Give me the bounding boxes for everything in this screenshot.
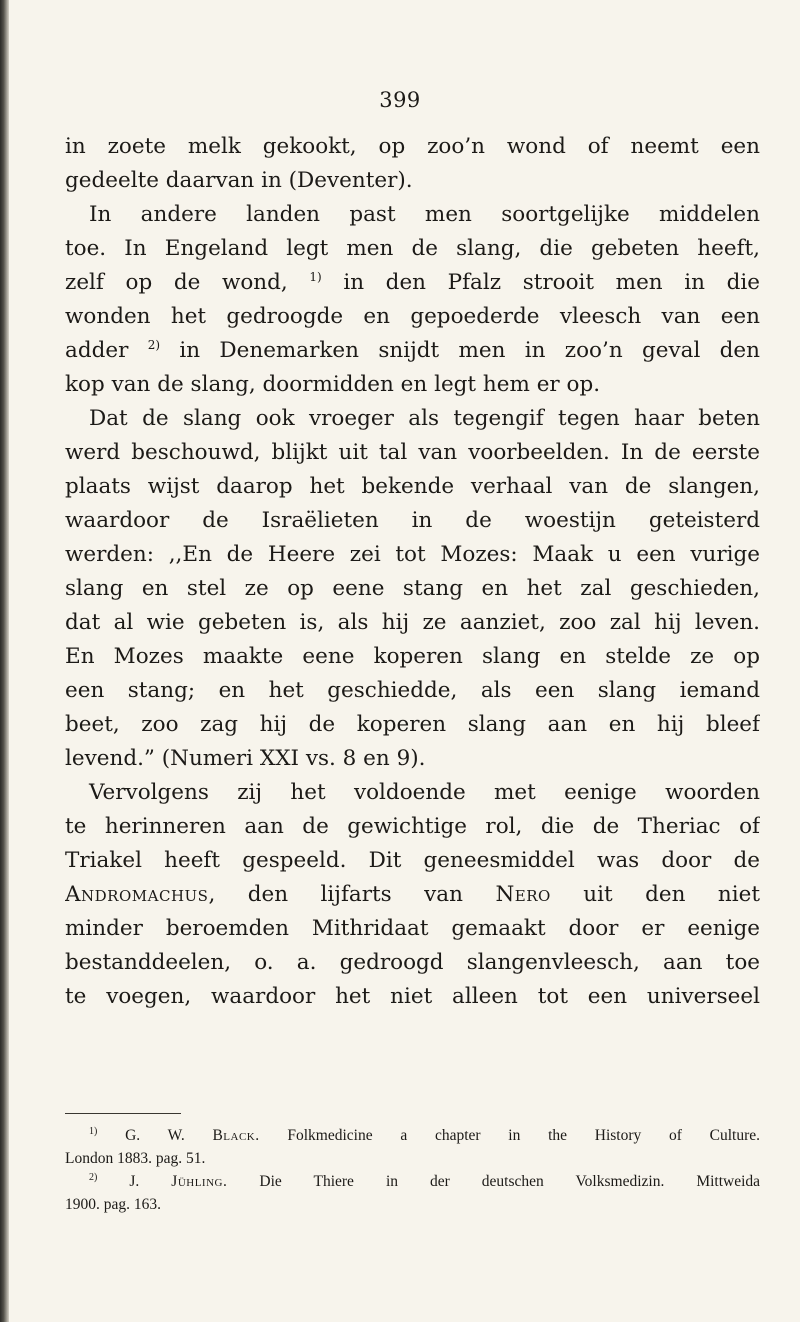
text-line: minder beroemden Mithridaat gemaakt door er eenige bbox=[65, 916, 760, 941]
footnote-author: Black. bbox=[212, 1127, 260, 1144]
page-number: 399 bbox=[379, 88, 421, 112]
text-run: in Denemarken snijdt men in zoo’n geval den bbox=[179, 338, 760, 363]
text-line: Dat de slang ook vroeger als tegengif tegen haar beten bbox=[89, 406, 760, 431]
footnote-ref-number: 2 bbox=[147, 338, 156, 352]
text-run: zelf op de wond, bbox=[65, 270, 288, 295]
text-line: kop van de slang, doormidden en legt hem er op. bbox=[65, 372, 601, 397]
text-line: te herinneren aan de gewichtige rol, die de Theriac of bbox=[65, 814, 760, 839]
text-line: toe. In Engeland legt men de slang, die gebeten heeft, bbox=[65, 236, 760, 261]
page-spine-edge bbox=[0, 0, 9, 1322]
body-text bbox=[65, 130, 760, 1014]
text-line: wonden het gedroogde en gepoederde vleesch van een bbox=[65, 304, 760, 329]
footnote-text: Die Thiere in der deutschen Volksmedizin. Mittweida bbox=[259, 1173, 760, 1190]
footnote-author: Jühling. bbox=[171, 1173, 228, 1190]
footnote-marker: 2) bbox=[89, 1172, 98, 1183]
text-line bbox=[65, 878, 760, 912]
text-run: in den Pfalz strooit men in die bbox=[343, 270, 760, 295]
person-name: Andromachus bbox=[65, 882, 209, 907]
text-line bbox=[65, 334, 760, 368]
text-line: waardoor de Israëlieten in de woestijn geteisterd bbox=[65, 508, 760, 533]
footnote-author-initials: J. bbox=[129, 1173, 140, 1190]
footnote-ref-number: 1 bbox=[309, 270, 318, 284]
text-line bbox=[65, 266, 760, 300]
footnotes bbox=[65, 1124, 760, 1216]
text-line: slang en stel ze op eene stang en het zal geschieden, bbox=[65, 576, 760, 601]
text-line: Triakel heeft gespeeld. Dit geneesmiddel was door de bbox=[65, 848, 760, 873]
footnote-continuation: 1900. pag. 163. bbox=[65, 1196, 162, 1213]
footnote-separator bbox=[65, 1113, 181, 1114]
footnote bbox=[65, 1124, 760, 1147]
text-line: werden: ,,En de Heere zei tot Mozes: Maak u een vurige bbox=[65, 542, 760, 567]
footnote-marker-number: 2 bbox=[89, 1172, 94, 1183]
text-run: uit den niet bbox=[583, 882, 760, 907]
text-line: En Mozes maakte eene koperen slang en stelde ze op bbox=[65, 644, 760, 669]
footnote-marker: 1) bbox=[89, 1126, 98, 1137]
text-line: een stang; en het geschiedde, als een slang iemand bbox=[65, 678, 760, 703]
footnote bbox=[65, 1170, 760, 1193]
footnote-continuation: London 1883. pag. 51. bbox=[65, 1150, 206, 1167]
text-line: werd beschouwd, blijkt uit tal van voorbeelden. In de eerste bbox=[65, 440, 760, 465]
text-line: Vervolgens zij het voldoende met eenige woorden bbox=[89, 780, 760, 805]
footnote-text: Folkmedicine a chapter in the History of Culture. bbox=[287, 1127, 760, 1144]
footnote-author-initials: G. W. bbox=[125, 1127, 185, 1144]
text-line: plaats wijst daarop het bekende verhaal van de slangen, bbox=[65, 474, 760, 499]
text-line: bestanddeelen, o. a. gedroogd slangenvleesch, aan toe bbox=[65, 950, 760, 975]
footnote-ref: 1) bbox=[309, 270, 322, 284]
footnote-marker-number: 1 bbox=[89, 1126, 94, 1137]
text-line: levend.” (Numeri XXI vs. 8 en 9). bbox=[65, 746, 426, 771]
text-line: gedeelte daarvan in (Deventer). bbox=[65, 168, 413, 193]
text-line: beet, zoo zag hij de koperen slang aan en hij bleef bbox=[65, 712, 760, 737]
text-run: , den lijfarts van bbox=[208, 882, 463, 907]
text-line: in zoete melk gekookt, op zoo’n wond of neemt een bbox=[65, 134, 760, 159]
text-run: adder bbox=[65, 338, 129, 363]
text-line: dat al wie gebeten is, als hij ze aanziet, zoo zal hij leven. bbox=[65, 610, 760, 635]
person-name: Nero bbox=[495, 882, 551, 907]
text-line: te voegen, waardoor het niet alleen tot een universeel bbox=[65, 984, 760, 1009]
footnote-ref: 2) bbox=[147, 338, 161, 352]
text-line: In andere landen past men soortgelijke middelen bbox=[89, 202, 760, 227]
